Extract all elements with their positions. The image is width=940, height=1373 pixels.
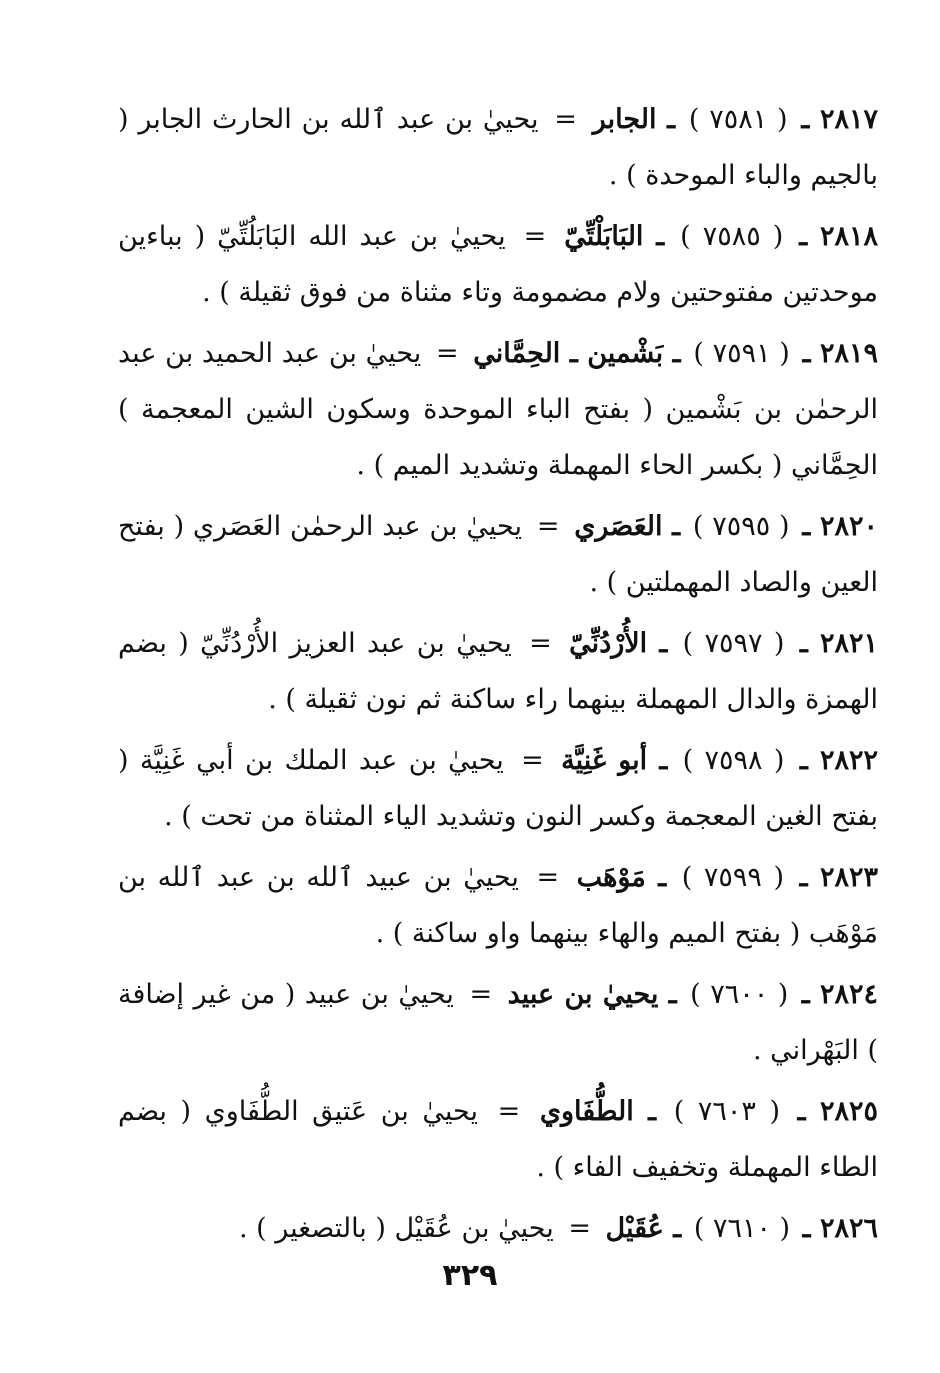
entry-equals: =: [435, 338, 459, 369]
entry-text: يحييٰ بن عبيد ( من غير إضافة ) البَهْراني .: [118, 979, 878, 1066]
entry-nisba: ـ بَشْمين ـ الحِمَّاني: [473, 338, 681, 369]
entry-text: يحييٰ بن عبد الله البَابَلُتِّيّ ( بباءين موحدتين مفتوحتين ولام مضمومة وتاء مثناة من فوق ثقيلة ) .: [118, 221, 878, 308]
entry-reference: ( ٧٥٨٥ ): [680, 221, 784, 252]
entry-number: ٢٨٢٠ ـ: [802, 511, 878, 542]
entry-equals: =: [529, 628, 552, 659]
entry-equals: =: [523, 221, 547, 252]
entry-reference: ( ٧٦٠٠ ): [690, 979, 789, 1010]
entry-2826: [118, 1201, 878, 1260]
entry-reference: ( ٧٥٩٥ ): [692, 511, 790, 542]
entry-reference: ( ٧٥٩٩ ): [681, 862, 785, 893]
entry-reference: ( ٧٥٩٧ ): [682, 628, 785, 659]
entry-equals: =: [536, 511, 560, 542]
entry-number: ٢٨١٧ ـ: [801, 104, 878, 135]
entry-equals: =: [536, 862, 560, 893]
entry-text: يحييٰ بن عبد الحميد بن عبد الرحمٰن بن بَشْمين ( بفتح الباء الموحدة وسكون الشين المعجمة ) الحِمَّاني ( بكسر الحاء المهملة وتشديد الميم ) .: [118, 338, 878, 481]
entry-2825: [118, 1084, 878, 1199]
entry-2820: [118, 499, 878, 614]
entry-2819: [118, 326, 878, 497]
page-number: ٣٢٩: [442, 1258, 498, 1293]
entry-reference: ( ٧٥٩٨ ): [682, 745, 785, 776]
entry-number: ٢٨٢٢ ـ: [799, 745, 878, 776]
entry-2817: [118, 92, 878, 207]
entry-number: ٢٨٢٦ ـ: [802, 1213, 878, 1244]
entries-list: [118, 92, 878, 1262]
entry-2821: [118, 616, 878, 731]
entry-2822: [118, 733, 878, 848]
entry-text: يحييٰ بن عُقَيْل ( بالتصغير ) .: [238, 1213, 554, 1244]
entry-reference: ( ٧٥٨١ ): [688, 104, 788, 135]
entry-reference: ( ٧٥٩١ ): [693, 338, 790, 369]
entry-number: ٢٨٢٤ ـ: [801, 979, 878, 1010]
entry-equals: =: [469, 979, 493, 1010]
entry-nisba: ـ الجابر: [592, 104, 676, 135]
entry-nisba: ـ البَابَلْتِّيّ: [564, 221, 665, 252]
entry-text: يحييٰ بن عَتيق الطُّفَاوي ( بضم الطاء المهملة وتخفيف الفاء ) .: [118, 1096, 878, 1183]
entry-nisba: ـ عُقَيْل: [605, 1213, 682, 1244]
entry-equals: =: [568, 1213, 591, 1244]
entry-text: يحييٰ بن عبد الملك بن أبي غَنِيَّة ( بفتح الغين المعجمة وكسر النون وتشديد الياء المثناة من تحت ) .: [118, 745, 878, 832]
entry-nisba: ـ أبو غَنِيَّة: [561, 745, 668, 776]
entry-number: ٢٨٢٥ ـ: [797, 1096, 878, 1127]
entry-2824: [118, 967, 878, 1082]
entry-nisba: ـ الطُّفَاوي: [539, 1096, 657, 1127]
entry-nisba: ـ يحييٰ بن عبيد: [507, 979, 677, 1010]
entry-number: ٢٨١٩ ـ: [802, 338, 879, 369]
entry-number: ٢٨١٨ ـ: [799, 221, 878, 252]
entry-nisba: ـ العَصَري: [574, 511, 681, 542]
entry-text: يحييٰ بن عبيد ٱلله بن عبد ٱلله بن مَوْهَب ( بفتح الميم والهاء بينهما واو ساكنة ) .: [118, 862, 878, 949]
entry-equals: =: [497, 1096, 521, 1127]
entry-nisba: ـ مَوْهَب: [576, 862, 667, 893]
entry-reference: ( ٧٦١٠ ): [693, 1213, 791, 1244]
entry-number: ٢٨٢١ ـ: [799, 628, 878, 659]
entry-equals: =: [554, 104, 577, 135]
entry-nisba: ـ الأُرْدُنِّيّ: [569, 628, 668, 659]
entry-equals: =: [521, 745, 544, 776]
entry-2818: [118, 209, 878, 324]
entry-number: ٢٨٢٣ ـ: [799, 862, 878, 893]
entry-2823: [118, 850, 878, 965]
entry-reference: ( ٧٦٠٣ ): [673, 1096, 780, 1127]
entry-text: يحييٰ بن عبد الرحمٰن العَصَري ( بفتح العين والصاد المهملتين ) .: [118, 511, 878, 598]
entry-text: يحييٰ بن عبد العزيز الأُرْدُنِّيّ ( بضم الهمزة والدال المهملة بينهما راء ساكنة ثم نون ثقيلة ) .: [118, 628, 878, 715]
entry-text: يحييٰ بن عبد ٱلله بن الحارث الجابر ( بالجيم والباء الموحدة ) .: [118, 104, 878, 191]
